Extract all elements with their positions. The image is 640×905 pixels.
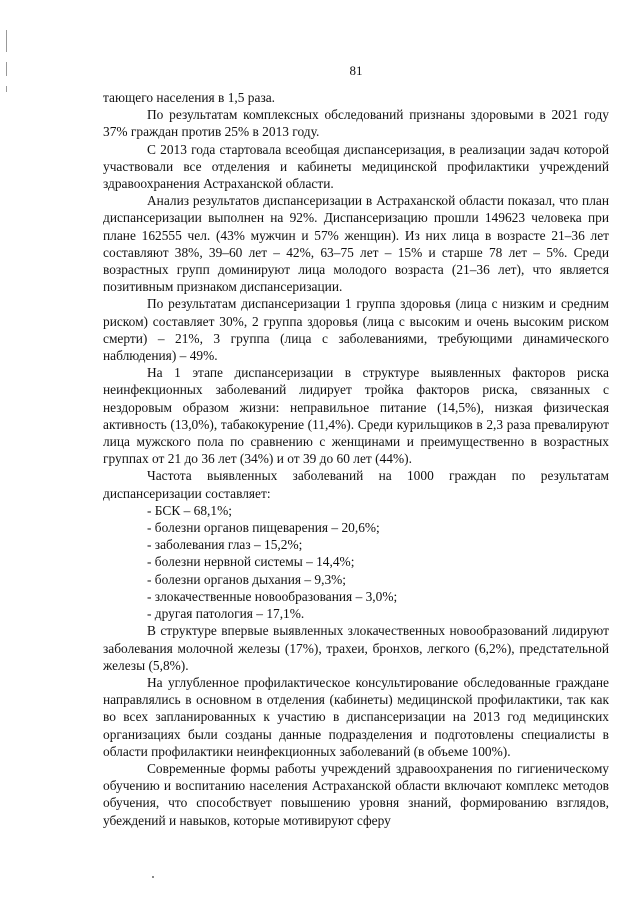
- list-item: - болезни органов дыхания – 9,3%;: [147, 571, 347, 587]
- scan-speck: [152, 876, 154, 878]
- body-text: [103, 89, 609, 829]
- list-item: - другая патология – 17,1%.: [147, 606, 305, 622]
- paragraph: По результатам диспансеризации 1 группа здоровья (лица с низким и средним риском) составляет 30%, 2 группа здоровья (лица с высоким и очень высоким риском смерти) – 21%, 3 группа (лица с заболеваниями, требующими динамического наблюдения) – 49%.: [103, 296, 609, 364]
- list-item: - БСК – 68,1%;: [147, 502, 232, 518]
- scan-edge-marks: [6, 30, 7, 102]
- list-item: - болезни нервной системы – 14,4%;: [147, 554, 355, 570]
- paragraph: В структуре впервые выявленных злокачественных новообразований лидируют заболевания молочной железы (17%), трахеи, бронхов, легкого (6,2%), предстательной железы (5,8%).: [103, 623, 609, 673]
- paragraph: тающего населения в 1,5 раза.: [103, 90, 276, 105]
- paragraph: Современные формы работы учреждений здравоохранения по гигиеническому обучению и воспитанию населения Астраханской области включают комплекс методов обучения, что способствует повышению уровня знаний, формированию взглядов, убеждений и навыков, которые мотивируют сферу: [103, 760, 609, 828]
- paragraph: С 2013 года стартовала всеобщая диспансеризация, в реализации задач которой участвовали все отделения и кабинеты медицинской профилактики учреждений здравоохранения Астраханской области.: [103, 141, 609, 192]
- list-item: - болезни органов пищеварения – 20,6%;: [147, 520, 380, 536]
- paragraph: На 1 этапе диспансеризации в структуре выявленных факторов риска неинфекционных заболеваний лидирует тройка факторов риска, связанных с нездоровым образом жизни: неправильное питание (14,5%), низкая физическая активность (13,0%), табакокурение (11,4%). Среди курильщиков в 2,3 раза превалируют лица мужского пола по сравнению с женщинами и преимущественно в возрастных группах от 21 до 36 лет (34%) и от 39 до 60 лет (44%).: [103, 365, 609, 467]
- list-item: - злокачественные новообразования – 3,0%;: [147, 588, 398, 604]
- document-page: [103, 62, 609, 829]
- paragraph: Анализ результатов диспансеризации в Астраханской области показал, что план диспансеризации выполнен на 92%. Диспансеризацию прошли 149623 человека при плане 162555 чел. (43% мужчин и 57% женщин). Из них лица в возрасте 21–36 лет составляют 38%, 39–60 лет – 42%, 63–75 лет – 15% и старше 78 лет – 5%. Среди возрастных групп доминируют лица молодого возраста (21–36 лет), что является позитивным признаком диспансеризации.: [103, 193, 609, 295]
- paragraph: Частота выявленных заболеваний на 1000 граждан по результатам диспансеризации составляет:: [103, 468, 609, 501]
- disease-frequency-list: [103, 502, 609, 622]
- paragraph: На углубленное профилактическое консультирование обследованные граждане направлялись в основном в отделения (кабинеты) медицинской профилактики, так как во всех запланированных к участию в диспансеризации на 2013 год медицинских организациях были созданы данные подразделения и подготовлены специалисты в области профилактики неинфекционных заболеваний (в объеме 100%).: [103, 674, 609, 759]
- page-number: 81: [349, 63, 363, 78]
- paragraph: По результатам комплексных обследований признаны здоровыми в 2021 году 37% граждан против 25% в 2013 году.: [103, 107, 609, 140]
- list-item: - заболевания глаз – 15,2%;: [147, 537, 303, 553]
